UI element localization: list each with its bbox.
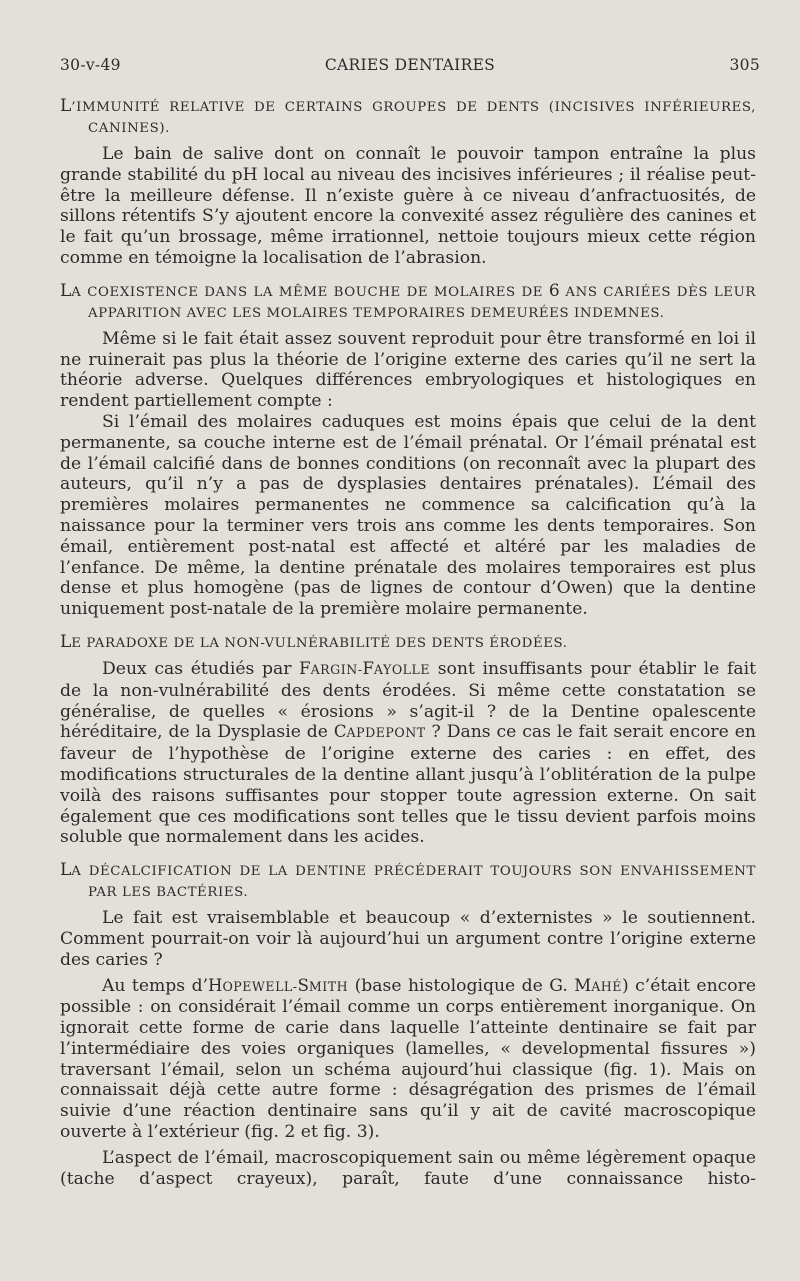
paragraph: Le fait est vraisemblable et beaucoup « d’externistes » le soutiennent. Comment pourrait-on voir là aujourd’hui un argument contre l’origine externe des caries ?	[60, 908, 756, 970]
section-heading-paradoxe: LE PARADOXE DE LA NON-VULNÉRABILITÉ DES DENTS ÉRODÉES.	[60, 631, 568, 652]
paragraph: Au temps d’HOPEWELL-SMITH (base histologique de G. MAHÉ) c’était encore possible : on considérait l’émail comme un corps entièrement inorganique. On ignorait cette forme de carie dans laquelle l’atteinte dentinaire se fait par l’intermédiaire des voies organiques (lamelles, « developmental fissures ») traversant l’émail, selon un schéma aujourd’hui classique (fig. 1). Mais on connaissait déjà cette autre forme : désagrégation des prismes de l’émail suivie d’une réaction dentinaire sans qu’il y ait de cavité macroscopique ouverte à l’extérieur (fig. 2 et fig. 3).	[60, 975, 756, 1143]
header-date: 30-v-49	[60, 56, 121, 74]
author-name: CAPDEPONT	[333, 722, 426, 742]
page-number: 305	[729, 56, 760, 74]
author-name: HOPEWELL-SMITH	[208, 975, 349, 995]
header-title: CARIES DENTAIRES	[324, 56, 496, 74]
section-heading-coexistence: LA COEXISTENCE DANS LA MÊME BOUCHE DE MOLAIRES DE 6 ANS CARIÉES DÈS LEUR APPARITION AVEC LES MOLAIRES TEMPORAIRES DEMEURÉES INDEMNES.	[60, 280, 756, 321]
paragraph: Le bain de salive dont on connaît le pouvoir tampon entraîne la plus grande stabilité du pH local au niveau des incisives inférieures ; il réalise peut-être la meilleure défense. Il n’existe guère à ce niveau d’anfractuosités, de sillons rétentifs S’y ajoutent encore la convexité assez régulière des canines et le fait qu’un brossage, même irrationnel, nettoie toujours mieux cette région comme en témoigne la localisation de l’abrasion.	[60, 144, 756, 268]
paragraph: Même si le fait était assez souvent reproduit pour être transformé en loi il ne ruinerait pas plus la théorie de l’origine externe des caries qu’il ne sert la théorie adverse. Quelques différences embryologiques et histologiques en rendent partiellement compte :	[60, 328, 756, 412]
paragraph: Si l’émail des molaires caduques est moins épais que celui de la dent permanente, sa couche interne est de l’émail prénatal. Or l’émail prénatal est de l’émail calcifié dans de bonnes conditions (on reconnaît avec la plupart des auteurs, qu’il n’y a pas de dysplasies dentaires prénatales). L’émail des premières molaires permanentes ne commence sa calcification qu’à la naissance pour la terminer vers trois ans comme les dents temporaires. Son émail, entièrement post-natal est affecté et altéré par les maladies de l’enfance. De même, la dentine prénatale des molaires temporaires est plus dense et plus homogène (pas de lignes de contour d’Owen) que la dentine uniquement post-natale de la première molaire permanente.	[60, 411, 756, 620]
article-body	[60, 96, 756, 1189]
paragraph: L’aspect de l’émail, macroscopiquement sain ou même légèrement opaque (tache d’aspect crayeux), paraît, faute d’une connaissance histo-	[60, 1147, 756, 1189]
section-heading-decalcification: LA DÉCALCIFICATION DE LA DENTINE PRÉCÉDERAIT TOUJOURS SON ENVAHISSEMENT PAR LES BACTÉRIES.	[60, 860, 756, 901]
author-name: MAHÉ	[574, 975, 622, 995]
author-name: FARGIN-FAYOLLE	[299, 658, 431, 678]
paragraph: Deux cas étudiés par FARGIN-FAYOLLE sont insuffisants pour établir le fait de la non-vulnérabilité des dents érodées. Si même cette constatation se généralise, de quelles « érosions » s’agit-il ? de la Dentine opalescente héréditaire, de la Dysplasie de CAPDEPONT ? Dans ce cas le fait serait encore en faveur de l’hypothèse de l’origine externe des caries : en effet, des modifications structurales de la dentine allant jusqu’à l’oblitération de la pulpe voilà des raisons suffisantes pour stopper toute agression externe. On sait également que ces modifications sont telles que le tissu devient parfois moins soluble que normalement dans les acides.	[60, 658, 757, 848]
section-heading-immunite: L’IMMUNITÉ RELATIVE DE CERTAINS GROUPES DE DENTS (INCISIVES INFÉRIEURES, CANINES).	[60, 96, 756, 136]
running-header	[60, 56, 760, 74]
